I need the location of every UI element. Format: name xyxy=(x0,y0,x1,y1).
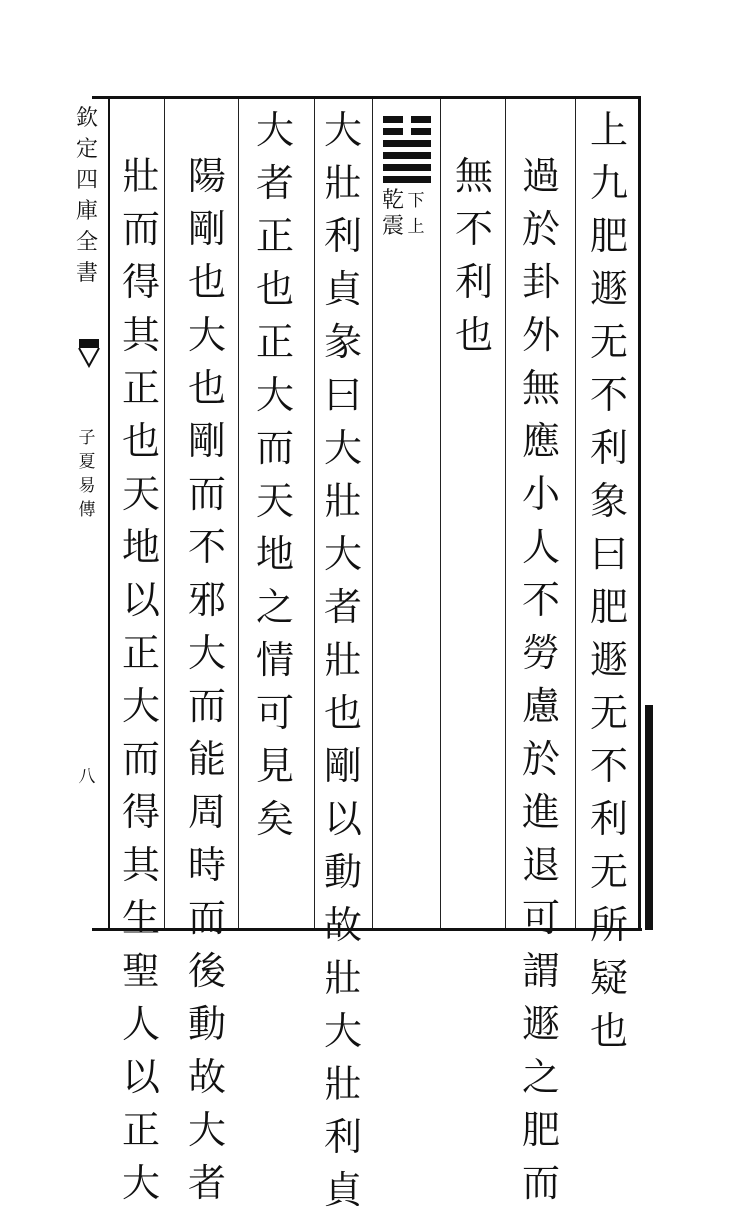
frame-right-shadow xyxy=(645,705,653,930)
glyph: 情 xyxy=(255,638,294,682)
upper-trigram-name: 震 xyxy=(381,214,404,239)
text-column-6 xyxy=(182,150,232,1210)
glyph: 不 xyxy=(454,207,493,251)
glyph: 得 xyxy=(121,260,160,304)
glyph: 天 xyxy=(255,479,294,523)
glyph: 四 xyxy=(75,168,98,193)
glyph: 大 xyxy=(323,426,362,470)
glyph: 貞 xyxy=(323,1168,362,1212)
glyph: 壯 xyxy=(121,154,160,198)
margin-page-number xyxy=(73,765,101,789)
glyph: 而 xyxy=(521,1161,560,1205)
glyph: 利 xyxy=(323,1115,362,1159)
glyph: 欽 xyxy=(75,106,98,131)
glyph: 遯 xyxy=(521,1002,560,1046)
glyph: 而 xyxy=(121,737,160,781)
glyph: 不 xyxy=(521,578,560,622)
margin-title xyxy=(73,104,101,290)
glyph: 九 xyxy=(589,161,628,205)
text-column-3-text xyxy=(449,150,499,362)
text-column-6-text xyxy=(182,150,232,1210)
glyph: 也 xyxy=(454,313,493,357)
glyph: 以 xyxy=(323,797,362,841)
glyph: 子 xyxy=(78,428,96,448)
glyph: 无 xyxy=(589,320,628,364)
glyph: 大 xyxy=(255,108,294,152)
upper-trigram-position: 上 xyxy=(407,217,425,237)
frame-right-rule xyxy=(638,96,641,930)
glyph: 聖 xyxy=(121,949,160,993)
glyph: 後 xyxy=(187,949,226,993)
glyph: 上 xyxy=(589,108,628,152)
glyph: 者 xyxy=(255,161,294,205)
glyph: 也 xyxy=(323,691,362,735)
glyph: 無 xyxy=(521,366,560,410)
glyph: 曰 xyxy=(589,532,628,576)
glyph: 矣 xyxy=(255,797,294,841)
glyph: 利 xyxy=(589,426,628,470)
glyph: 大 xyxy=(323,1009,362,1053)
text-column-1 xyxy=(584,104,634,1058)
glyph: 而 xyxy=(255,426,294,470)
glyph: 正 xyxy=(255,214,294,258)
glyph: 以 xyxy=(121,578,160,622)
glyph: 人 xyxy=(121,1002,160,1046)
glyph: 利 xyxy=(454,260,493,304)
glyph: 其 xyxy=(121,843,160,887)
glyph: 貞 xyxy=(323,267,362,311)
glyph: 曰 xyxy=(323,373,362,417)
glyph: 大 xyxy=(255,373,294,417)
glyph: 遯 xyxy=(589,267,628,311)
glyph: 也 xyxy=(589,1009,628,1053)
glyph: 疑 xyxy=(589,956,628,1000)
glyph: 生 xyxy=(121,896,160,940)
glyph: 大 xyxy=(187,631,226,675)
da-zhuang-hexagram-icon xyxy=(381,114,433,186)
glyph: 動 xyxy=(187,1002,226,1046)
glyph: 全 xyxy=(75,230,98,255)
glyph: 而 xyxy=(121,207,160,251)
margin-page-number-text xyxy=(79,765,96,789)
column-rule xyxy=(372,99,373,928)
glyph: 大 xyxy=(323,532,362,576)
glyph: 陽 xyxy=(187,154,226,198)
glyph: 大 xyxy=(323,108,362,152)
glyph: 也 xyxy=(255,267,294,311)
glyph: 也 xyxy=(187,260,226,304)
text-column-4-text xyxy=(318,104,368,1217)
glyph: 者 xyxy=(187,1161,226,1205)
glyph: 故 xyxy=(187,1055,226,1099)
glyph: 也 xyxy=(187,366,226,410)
glyph: 利 xyxy=(589,797,628,841)
glyph: 大 xyxy=(121,684,160,728)
glyph: 遯 xyxy=(589,638,628,682)
margin-book-title-text xyxy=(79,426,96,522)
glyph: 也 xyxy=(121,419,160,463)
glyph: 大 xyxy=(121,1161,160,1205)
glyph: 八 xyxy=(78,767,96,787)
glyph: 動 xyxy=(323,850,362,894)
glyph: 肥 xyxy=(589,585,628,629)
text-column-3 xyxy=(449,150,499,362)
glyph: 不 xyxy=(187,525,226,569)
glyph: 壯 xyxy=(323,638,362,682)
glyph: 无 xyxy=(589,691,628,735)
glyph: 勞 xyxy=(521,631,560,675)
glyph: 剛 xyxy=(187,419,226,463)
glyph: 不 xyxy=(589,744,628,788)
glyph: 得 xyxy=(121,790,160,834)
text-column-2-text xyxy=(516,150,566,1210)
glyph: 地 xyxy=(121,525,160,569)
glyph: 外 xyxy=(521,313,560,357)
glyph: 卦 xyxy=(521,260,560,304)
glyph: 大 xyxy=(187,1108,226,1152)
margin-title-text xyxy=(76,104,98,290)
glyph: 剛 xyxy=(187,207,226,251)
glyph: 邪 xyxy=(187,578,226,622)
glyph: 大 xyxy=(187,313,226,357)
glyph: 利 xyxy=(323,214,362,258)
glyph: 壯 xyxy=(323,161,362,205)
glyph: 之 xyxy=(521,1055,560,1099)
glyph: 剛 xyxy=(323,744,362,788)
text-column-7-text xyxy=(116,150,166,1210)
glyph: 壯 xyxy=(323,956,362,1000)
text-column-2 xyxy=(516,150,566,1210)
glyph: 之 xyxy=(255,585,294,629)
column-rule xyxy=(575,99,576,928)
margin-book-title xyxy=(73,426,101,522)
glyph: 壯 xyxy=(323,479,362,523)
glyph: 不 xyxy=(589,373,628,417)
glyph: 可 xyxy=(255,691,294,735)
text-column-1-text xyxy=(584,104,634,1058)
column-rule xyxy=(440,99,441,928)
glyph: 周 xyxy=(187,790,226,834)
glyph: 傳 xyxy=(78,500,96,520)
column-rule xyxy=(505,99,506,928)
glyph: 天 xyxy=(121,472,160,516)
glyph: 於 xyxy=(521,737,560,781)
glyph: 進 xyxy=(521,790,560,834)
text-column-4 xyxy=(318,104,368,1217)
glyph: 所 xyxy=(589,903,628,947)
glyph: 易 xyxy=(78,476,96,496)
glyph: 无 xyxy=(589,850,628,894)
glyph: 者 xyxy=(323,585,362,629)
glyph: 故 xyxy=(323,903,362,947)
glyph: 謂 xyxy=(521,949,560,993)
glyph: 定 xyxy=(75,137,98,162)
glyph: 正 xyxy=(121,366,160,410)
glyph: 而 xyxy=(187,896,226,940)
column-rule xyxy=(314,99,315,928)
glyph: 地 xyxy=(255,532,294,576)
frame-left-rule xyxy=(108,96,110,930)
glyph: 其 xyxy=(121,313,160,357)
column-rule xyxy=(238,99,239,928)
text-column-7 xyxy=(116,150,166,1210)
glyph: 而 xyxy=(187,472,226,516)
glyph: 庫 xyxy=(75,199,98,224)
glyph: 人 xyxy=(521,525,560,569)
glyph: 可 xyxy=(521,896,560,940)
frame-top-rule xyxy=(92,96,640,99)
glyph: 無 xyxy=(454,154,493,198)
glyph: 時 xyxy=(187,843,226,887)
glyph: 彖 xyxy=(323,320,362,364)
glyph: 慮 xyxy=(521,684,560,728)
glyph: 退 xyxy=(521,843,560,887)
glyph: 正 xyxy=(255,320,294,364)
glyph: 過 xyxy=(521,154,560,198)
glyph: 見 xyxy=(255,744,294,788)
fishtail-mark-icon xyxy=(78,338,100,368)
glyph: 而 xyxy=(187,684,226,728)
glyph: 書 xyxy=(75,261,98,286)
lower-trigram-position: 下 xyxy=(407,191,425,211)
glyph: 壯 xyxy=(323,1062,362,1106)
glyph: 夏 xyxy=(78,452,96,472)
glyph: 小 xyxy=(521,472,560,516)
hexagram-trigram-labels xyxy=(380,188,426,240)
glyph: 應 xyxy=(521,419,560,463)
glyph: 以 xyxy=(121,1055,160,1099)
glyph: 正 xyxy=(121,1108,160,1152)
glyph: 於 xyxy=(521,207,560,251)
glyph: 肥 xyxy=(589,214,628,258)
glyph: 象 xyxy=(589,479,628,523)
glyph: 能 xyxy=(187,737,226,781)
glyph: 正 xyxy=(121,631,160,675)
text-column-5-text xyxy=(250,104,300,846)
glyph: 肥 xyxy=(521,1108,560,1152)
text-column-5 xyxy=(250,104,300,846)
lower-trigram-name: 乾 xyxy=(381,188,404,213)
